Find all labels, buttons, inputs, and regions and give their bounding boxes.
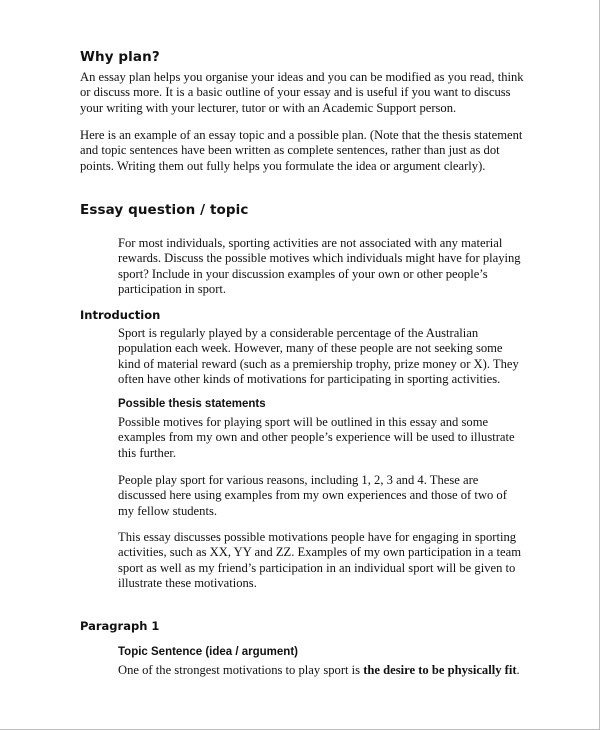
topic-sentence-lead: One of the strongest motivations to play sport is bbox=[118, 663, 364, 677]
text-line: or discuss more. It is a basic outline of your essay and is useful if you want to discuss bbox=[80, 85, 511, 100]
text-line: Here is an example of an essay topic and a possible plan. (Note that the thesis statement bbox=[80, 128, 523, 142]
heading-possible-thesis: Possible thesis statements bbox=[118, 398, 266, 410]
topic-sentence-text bbox=[118, 663, 520, 678]
text-line: sport? Include in your discussion examples of your own or other people’s bbox=[118, 266, 488, 281]
topic-sentence-period: . bbox=[516, 663, 520, 677]
text-line: Sport is regularly played by a considerable percentage of the Australian bbox=[118, 326, 479, 340]
text-line bbox=[118, 663, 520, 678]
text-line: rewards. Discuss the possible motives which individuals might have for playing bbox=[118, 251, 521, 266]
heading-essay-question: Essay question / topic bbox=[80, 202, 249, 218]
heading-why-plan: Why plan? bbox=[80, 49, 160, 65]
text-line: participation in sport. bbox=[118, 281, 227, 296]
introduction-text bbox=[118, 326, 519, 387]
text-line: For most individuals, sporting activities are not associated with any material bbox=[118, 236, 503, 250]
why-plan-paragraph-1 bbox=[80, 70, 524, 116]
heading-paragraph-1: Paragraph 1 bbox=[80, 619, 160, 633]
essay-question-text bbox=[118, 236, 521, 297]
text-line: population each week. However, many of these people are not seeking some bbox=[118, 341, 503, 356]
topic-sentence-emphasis: the desire to be physically fit bbox=[363, 663, 517, 677]
text-line: People play sport for various reasons, including 1, 2, 3 and 4. These are bbox=[118, 473, 479, 487]
text-line: sport as well as my friend’s participation in an individual sport will be given to bbox=[118, 560, 516, 575]
text-line: This essay discusses possible motivations people have for engaging in sporting bbox=[118, 530, 517, 544]
thesis-statement-1 bbox=[118, 415, 515, 461]
text-line: Possible motives for playing sport will be outlined in this essay and some bbox=[118, 415, 489, 429]
text-line: this further. bbox=[118, 445, 177, 460]
thesis-statement-3 bbox=[118, 530, 521, 591]
text-line: illustrate these motivations. bbox=[118, 575, 257, 590]
why-plan-paragraph-2 bbox=[80, 128, 522, 174]
heading-topic-sentence: Topic Sentence (idea / argument) bbox=[118, 646, 298, 658]
thesis-statement-2 bbox=[118, 473, 507, 519]
text-line: often have other kinds of motivations for participating in sporting activities. bbox=[118, 371, 501, 386]
text-line: An essay plan helps you organise your ideas and you can be modified as you read, think bbox=[80, 70, 524, 84]
text-line: and topic sentences have been written as complete sentences, rather than just as dot bbox=[80, 143, 500, 158]
text-line: discussed here using examples from my own experiences and those of two of bbox=[118, 488, 507, 503]
text-line: your writing with your lecturer, tutor or with an Academic Support person. bbox=[80, 100, 457, 115]
text-line: activities, such as XX, YY and ZZ. Examples of my own participation in a team bbox=[118, 545, 522, 560]
text-line: points. Writing them out fully helps you formulate the idea or argument clearly). bbox=[80, 158, 486, 173]
text-line: examples from my own and other people’s experience will be used to illustrate bbox=[118, 430, 515, 445]
text-line: my fellow students. bbox=[118, 503, 217, 518]
heading-introduction: Introduction bbox=[80, 308, 161, 322]
text-line: kind of material reward (such as a premiership trophy, prize money or X). They bbox=[118, 356, 519, 371]
